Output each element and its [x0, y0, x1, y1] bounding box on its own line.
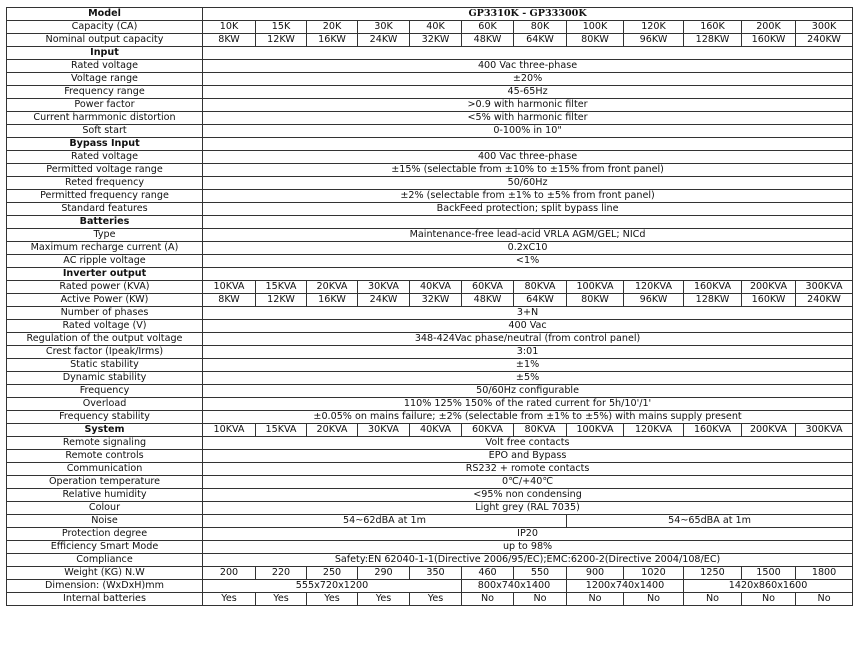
spec-value: 96KW [624, 34, 684, 47]
table-row [7, 372, 853, 385]
spec-value [203, 138, 853, 151]
table-row [7, 307, 853, 320]
table-row [7, 229, 853, 242]
spec-value: 20KVA [307, 281, 358, 294]
spec-label: Operation temperature [7, 476, 203, 489]
spec-value: 64KW [514, 294, 567, 307]
spec-value: 550 [514, 567, 567, 580]
spec-value: BackFeed protection; split bypass line [203, 203, 853, 216]
table-row [7, 21, 853, 34]
table-row [7, 554, 853, 567]
spec-value: 160KW [742, 34, 796, 47]
spec-value: Safety:EN 62040-1-1(Directive 2006/95/EC);EMC:6200-2(Directive 2004/108/EC) [203, 554, 853, 567]
spec-value: 120KVA [624, 281, 684, 294]
table-row [7, 333, 853, 346]
spec-value: ±20% [203, 73, 853, 86]
spec-value: 300K [796, 21, 853, 34]
spec-label: Remote signaling [7, 437, 203, 450]
table-row [7, 437, 853, 450]
table-row [7, 242, 853, 255]
spec-label: Noise [7, 515, 203, 528]
spec-value: No [624, 593, 684, 606]
spec-value: No [742, 593, 796, 606]
spec-label: Power factor [7, 99, 203, 112]
spec-value: 96KW [624, 294, 684, 307]
spec-value: 100KVA [567, 281, 624, 294]
spec-value: 20KVA [307, 424, 358, 437]
spec-value: 110% 125% 150% of the rated current for 5h/10'/1' [203, 398, 853, 411]
spec-value: 400 Vac three-phase [203, 60, 853, 73]
spec-value: 1500 [742, 567, 796, 580]
spec-label: Dynamic stability [7, 372, 203, 385]
model-name: GP3310K - GP33300K [203, 8, 853, 21]
table-row [7, 255, 853, 268]
spec-value: 16KW [307, 34, 358, 47]
spec-value: Yes [256, 593, 307, 606]
spec-value: 32KW [410, 34, 462, 47]
spec-value: 900 [567, 567, 624, 580]
spec-value: 555x720x1200 [203, 580, 462, 593]
spec-label: Rated voltage (V) [7, 320, 203, 333]
spec-value: 400 Vac [203, 320, 853, 333]
spec-value: 30KVA [358, 424, 410, 437]
spec-label: Capacity (CA) [7, 21, 203, 34]
spec-value: 290 [358, 567, 410, 580]
spec-value: 200K [742, 21, 796, 34]
spec-label: Colour [7, 502, 203, 515]
spec-label: Remote controls [7, 450, 203, 463]
spec-value: >0.9 with harmonic filter [203, 99, 853, 112]
spec-value: EPO and Bypass [203, 450, 853, 463]
spec-label: Rated voltage [7, 60, 203, 73]
spec-value: 60KVA [462, 424, 514, 437]
spec-value: 0.2xC10 [203, 242, 853, 255]
table-row [7, 34, 853, 47]
spec-value: 30K [358, 21, 410, 34]
section-heading: Batteries [7, 216, 203, 229]
spec-value: 40K [410, 21, 462, 34]
spec-value: 48KW [462, 294, 514, 307]
model-label: Model [7, 8, 203, 21]
spec-value: No [514, 593, 567, 606]
spec-label: Dimension: (WxDxH)mm [7, 580, 203, 593]
spec-value: 350 [410, 567, 462, 580]
table-row [7, 138, 853, 151]
spec-value: 64KW [514, 34, 567, 47]
table-row [7, 528, 853, 541]
spec-value: 1250 [684, 567, 742, 580]
table-row [7, 294, 853, 307]
spec-label: Regulation of the output voltage [7, 333, 203, 346]
spec-value: 20K [307, 21, 358, 34]
spec-value: 240KW [796, 34, 853, 47]
spec-label: Type [7, 229, 203, 242]
spec-value [203, 47, 853, 60]
spec-value: Maintenance-free lead-acid VRLA AGM/GEL; NICd [203, 229, 853, 242]
spec-value: 16KW [307, 294, 358, 307]
section-heading: Input [7, 47, 203, 60]
spec-value: 80KW [567, 34, 624, 47]
spec-value [203, 216, 853, 229]
table-row [7, 60, 853, 73]
spec-value: Yes [358, 593, 410, 606]
spec-value: 100K [567, 21, 624, 34]
section-heading: System [7, 424, 203, 437]
spec-value: 45-65Hz [203, 86, 853, 99]
spec-value: 0-100% in 10" [203, 125, 853, 138]
spec-value: 0℃/+40℃ [203, 476, 853, 489]
spec-value: 128KW [684, 294, 742, 307]
spec-value: 240KW [796, 294, 853, 307]
spec-value: ±15% (selectable from ±10% to ±15% from front panel) [203, 164, 853, 177]
spec-value: 10KVA [203, 281, 256, 294]
table-row [7, 567, 853, 580]
spec-value: 80KVA [514, 281, 567, 294]
spec-table [6, 7, 853, 606]
spec-label: Standard features [7, 203, 203, 216]
spec-value: <1% [203, 255, 853, 268]
spec-value: 120KVA [624, 424, 684, 437]
spec-value: 1800 [796, 567, 853, 580]
spec-value: 1020 [624, 567, 684, 580]
spec-label: Relative humidity [7, 489, 203, 502]
spec-value: 24KW [358, 34, 410, 47]
table-row [7, 164, 853, 177]
spec-value: No [796, 593, 853, 606]
spec-label: Active Power (KW) [7, 294, 203, 307]
table-row [7, 151, 853, 164]
spec-value: 200 [203, 567, 256, 580]
table-row [7, 463, 853, 476]
spec-value: 220 [256, 567, 307, 580]
spec-value: ±5% [203, 372, 853, 385]
spec-value: 10K [203, 21, 256, 34]
spec-value: RS232 + romote contacts [203, 463, 853, 476]
spec-value: 60K [462, 21, 514, 34]
spec-label: Maximum recharge current (A) [7, 242, 203, 255]
spec-value: Yes [203, 593, 256, 606]
spec-value: 15KVA [256, 424, 307, 437]
spec-label: Frequency stability [7, 411, 203, 424]
table-row [7, 281, 853, 294]
spec-label: Reted frequency [7, 177, 203, 190]
table-row [7, 515, 853, 528]
spec-value: 24KW [358, 294, 410, 307]
spec-label: AC ripple voltage [7, 255, 203, 268]
spec-value: 48KW [462, 34, 514, 47]
spec-label: Overload [7, 398, 203, 411]
spec-value: 30KVA [358, 281, 410, 294]
spec-value: ±2% (selectable from ±1% to ±5% from front panel) [203, 190, 853, 203]
spec-value: 160K [684, 21, 742, 34]
spec-value: 100KVA [567, 424, 624, 437]
table-row [7, 541, 853, 554]
table-row [7, 112, 853, 125]
spec-value: 50/60Hz [203, 177, 853, 190]
spec-value: 15K [256, 21, 307, 34]
table-row [7, 190, 853, 203]
spec-value: No [567, 593, 624, 606]
table-row [7, 268, 853, 281]
spec-value: 200KVA [742, 281, 796, 294]
spec-value: 10KVA [203, 424, 256, 437]
table-row [7, 502, 853, 515]
spec-label: Frequency range [7, 86, 203, 99]
spec-value: 80KW [567, 294, 624, 307]
table-row [7, 203, 853, 216]
table-row [7, 489, 853, 502]
table-row [7, 125, 853, 138]
spec-value: 54~65dBA at 1m [567, 515, 853, 528]
table-row [7, 359, 853, 372]
spec-value: 8KW [203, 34, 256, 47]
table-row [7, 411, 853, 424]
section-heading: Inverter output [7, 268, 203, 281]
spec-value: 15KVA [256, 281, 307, 294]
spec-value: ±1% [203, 359, 853, 372]
spec-value: 160KW [742, 294, 796, 307]
spec-value: 300KVA [796, 281, 853, 294]
spec-value: up to 98% [203, 541, 853, 554]
spec-value: 60KVA [462, 281, 514, 294]
spec-label: Nominal output capacity [7, 34, 203, 47]
spec-value: 800x740x1400 [462, 580, 567, 593]
table-row [7, 320, 853, 333]
spec-value: Yes [410, 593, 462, 606]
table-row [7, 385, 853, 398]
spec-value: 460 [462, 567, 514, 580]
spec-value: 8KW [203, 294, 256, 307]
spec-value: 200KVA [742, 424, 796, 437]
spec-label: Weight (KG) N.W [7, 567, 203, 580]
table-row [7, 398, 853, 411]
spec-value: 1420x860x1600 [684, 580, 853, 593]
spec-label: Efficiency Smart Mode [7, 541, 203, 554]
spec-value: 120K [624, 21, 684, 34]
spec-label: Communication [7, 463, 203, 476]
table-row [7, 73, 853, 86]
spec-value: 40KVA [410, 281, 462, 294]
spec-label: Voltage range [7, 73, 203, 86]
spec-value: Volt free contacts [203, 437, 853, 450]
spec-value: 160KVA [684, 424, 742, 437]
spec-label: Permitted voltage range [7, 164, 203, 177]
spec-label: Rated power (KVA) [7, 281, 203, 294]
spec-value: 3:01 [203, 346, 853, 359]
table-row [7, 580, 853, 593]
spec-value: 32KW [410, 294, 462, 307]
spec-label: Crest factor (Ipeak/Irms) [7, 346, 203, 359]
spec-value: Yes [307, 593, 358, 606]
spec-value: 1200x740x1400 [567, 580, 684, 593]
table-row [7, 47, 853, 60]
spec-body [7, 21, 853, 606]
spec-label: Permitted frequency range [7, 190, 203, 203]
spec-value: 250 [307, 567, 358, 580]
spec-value: No [462, 593, 514, 606]
spec-label: Number of phases [7, 307, 203, 320]
spec-value: IP20 [203, 528, 853, 541]
spec-value: No [684, 593, 742, 606]
spec-value: <5% with harmonic filter [203, 112, 853, 125]
spec-value: 160KVA [684, 281, 742, 294]
spec-value: 50/60Hz configurable [203, 385, 853, 398]
table-row [7, 99, 853, 112]
table-row [7, 177, 853, 190]
spec-label: Frequency [7, 385, 203, 398]
spec-value: 80K [514, 21, 567, 34]
spec-label: Static stability [7, 359, 203, 372]
spec-value: 12KW [256, 34, 307, 47]
spec-value: 3+N [203, 307, 853, 320]
spec-value: 300KVA [796, 424, 853, 437]
spec-value: <95% non condensing [203, 489, 853, 502]
spec-value: 40KVA [410, 424, 462, 437]
spec-value: 400 Vac three-phase [203, 151, 853, 164]
table-row [7, 593, 853, 606]
spec-label: Protection degree [7, 528, 203, 541]
section-heading: Bypass Input [7, 138, 203, 151]
spec-value: ±0.05% on mains failure; ±2% (selectable from ±1% to ±5%) with mains supply present [203, 411, 853, 424]
table-row [7, 450, 853, 463]
table-row [7, 216, 853, 229]
table-row [7, 86, 853, 99]
spec-value: 12KW [256, 294, 307, 307]
spec-label: Compliance [7, 554, 203, 567]
spec-label: Current harmmonic distortion [7, 112, 203, 125]
spec-value [203, 268, 853, 281]
model-row [7, 8, 853, 21]
table-row [7, 346, 853, 359]
spec-label: Rated voltage [7, 151, 203, 164]
spec-label: Soft start [7, 125, 203, 138]
spec-label: Internal batteries [7, 593, 203, 606]
spec-value: Light grey (RAL 7035) [203, 502, 853, 515]
table-row [7, 476, 853, 489]
spec-value: 80KVA [514, 424, 567, 437]
spec-value: 54~62dBA at 1m [203, 515, 567, 528]
table-row [7, 424, 853, 437]
spec-value: 348-424Vac phase/neutral (from control panel) [203, 333, 853, 346]
spec-value: 128KW [684, 34, 742, 47]
